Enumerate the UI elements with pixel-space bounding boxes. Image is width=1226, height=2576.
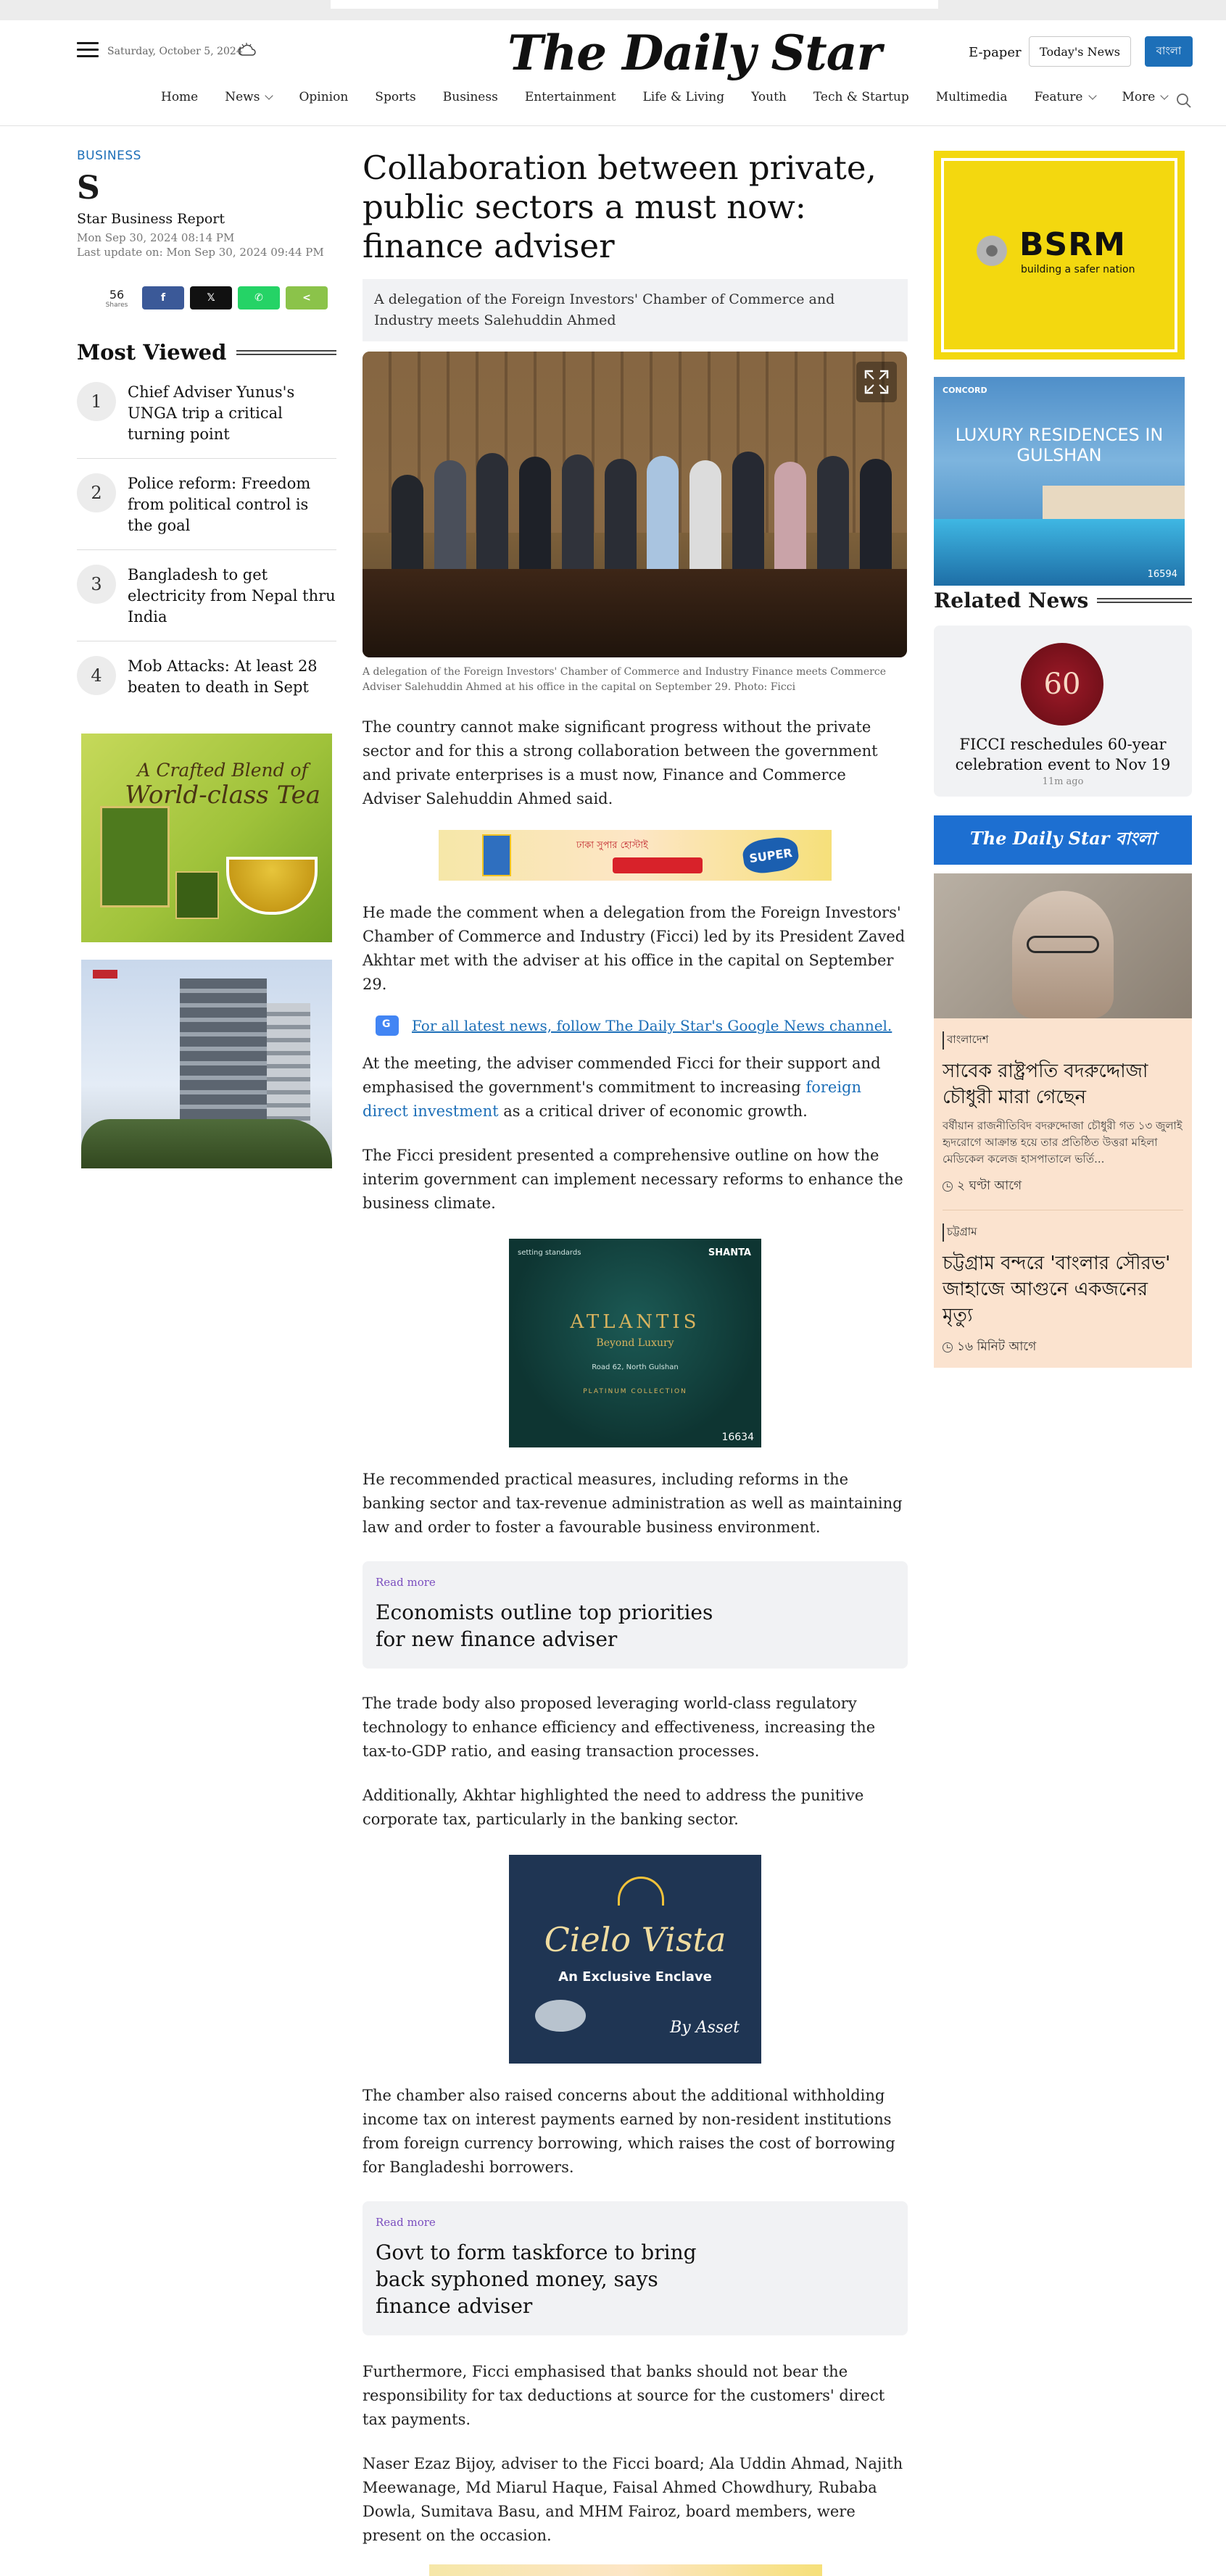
bangla-title[interactable]: চট্টগ্রাম বন্দরে 'বাংলার সৌরভ' জাহাজে আগুনে একজনের মৃত্যু — [943, 1252, 1171, 1326]
most-viewed-title-link[interactable]: Chief Adviser Yunus's UNGA trip a critical turning point — [128, 383, 295, 443]
article-paragraph: Additionally, Akhtar highlighted the need to address the punitive corporate tax, particularly in the banking sector. — [363, 1787, 864, 1828]
nav-feature-label: Feature — [1034, 90, 1083, 104]
facebook-share-button[interactable]: f — [142, 286, 184, 309]
bird-image — [535, 2000, 586, 2032]
nav-news[interactable] — [225, 90, 272, 104]
bottom-banner-ad[interactable] — [429, 2564, 822, 2576]
person-figure — [605, 459, 637, 583]
read-more-card[interactable] — [363, 1561, 908, 1669]
site-header — [0, 20, 1226, 126]
ad-brand-mark — [93, 970, 117, 979]
nav-more[interactable] — [1122, 90, 1168, 104]
nav-sports[interactable] — [375, 90, 415, 104]
google-news-promo[interactable] — [376, 1015, 908, 1036]
bangla-time — [943, 1337, 1183, 1358]
expand-icon[interactable] — [856, 362, 897, 402]
read-more-card[interactable] — [363, 2201, 908, 2335]
most-viewed-item[interactable] — [77, 379, 336, 459]
x-share-button[interactable]: 𝕏 — [190, 286, 232, 309]
cielo-by: By Asset — [670, 2019, 740, 2037]
main-nav — [161, 90, 1194, 104]
header-date: Saturday, October 5, 2024 — [107, 46, 243, 57]
most-viewed-title-link[interactable]: Bangladesh to get electricity from Nepal thru India — [128, 566, 336, 626]
person-figure — [392, 475, 423, 583]
nav-entertainment[interactable] — [525, 90, 616, 104]
clock-icon — [943, 1342, 953, 1353]
hero-photo[interactable] — [363, 352, 907, 657]
bangla-time-text: ২ ঘণ্টা আগে — [957, 1179, 1022, 1193]
related-news-card[interactable] — [934, 626, 1192, 797]
nav-entertainment-label: Entertainment — [524, 90, 616, 104]
fdi-link[interactable]: foreign direct investment — [363, 1079, 862, 1120]
most-viewed-item[interactable] — [77, 653, 336, 711]
bangla-button[interactable]: বাংলা — [1145, 36, 1193, 67]
tea-ad-title — [125, 760, 320, 810]
menu-icon[interactable] — [77, 42, 99, 59]
nav-business[interactable] — [443, 90, 498, 104]
person-figure — [647, 456, 679, 583]
article-headline: Collaboration between private, public sectors a must now: finance adviser — [363, 149, 877, 265]
inline-ad-pill — [613, 857, 703, 873]
bangla-category[interactable]: বাংলাদেশ — [943, 1031, 1183, 1050]
nav-life-living-label: Life & Living — [642, 90, 725, 104]
search-icon[interactable] — [1176, 93, 1192, 109]
nav-multimedia-label: Multimedia — [935, 90, 1008, 104]
person-figure — [732, 452, 764, 583]
top-ad-placeholder — [331, 0, 938, 9]
article-paragraph: Furthermore, Ficci emphasised that banks should not bear the responsibility for tax deductions at source for the customers' direct tax payments. — [363, 2363, 885, 2428]
cielo-name: Cielo Vista — [544, 1920, 726, 1959]
nav-home[interactable] — [161, 90, 198, 104]
bsrm-word: BSRM — [1019, 226, 1126, 263]
tea-cup-image — [226, 857, 318, 915]
cloud-icon — [238, 42, 257, 58]
chevron-down-icon — [265, 91, 273, 99]
most-viewed-list — [77, 379, 336, 711]
daily-star-bangla-banner[interactable]: The Daily Star বাংলা — [934, 815, 1192, 865]
most-viewed-rank: 1 — [77, 382, 116, 421]
article-paragraph: He made the comment when a delegation from the Foreign Investors' Chamber of Commerce and Industry (Ficci) led by its President Zaved Akhtar met with the adviser at his office in the capital on September 29. — [363, 904, 906, 993]
bsrm-logo-icon — [970, 230, 1014, 271]
bangla-time-text: ১৬ মিনিট আগে — [957, 1339, 1037, 1354]
article-paragraph: The chamber also raised concerns about the additional withholding income tax on interest payments earned by non-resident institutions from foreign currency borrowing, which raises the cost of borrowing for Bangladeshi borrowers. — [363, 2087, 895, 2176]
atlantis-advertisement[interactable] — [509, 1239, 761, 1447]
heading-rule — [236, 350, 336, 355]
nav-life-living[interactable] — [643, 90, 725, 104]
left-column — [77, 149, 336, 723]
paragraph-text: At the meeting, the adviser commended Ficci for their support and emphasised the government's commitment to increasing — [363, 1055, 881, 1096]
atlantis-tagline: setting standards — [518, 1249, 581, 1257]
clock-icon — [943, 1181, 953, 1192]
most-viewed-rank: 3 — [77, 565, 116, 604]
atlantis-brand: SHANTA — [708, 1247, 751, 1258]
article-paragraph: The country cannot make significant progress without the private sector and for this a strong collaboration between the government and private enterprises is a must now, Finance and Commerce Adviser Salehuddin Ahmed said. — [363, 718, 878, 807]
luxury-brand: CONCORD — [943, 386, 987, 395]
bsrm-tagline: building a safer nation — [1021, 264, 1135, 275]
person-figure — [689, 460, 721, 583]
nav-news-label: News — [225, 90, 260, 104]
person-figure — [774, 462, 806, 583]
tea-box-image — [100, 806, 170, 907]
nav-opinion[interactable] — [299, 90, 348, 104]
real-estate-advertisement[interactable] — [81, 960, 332, 1168]
whatsapp-share-button[interactable]: ✆ — [238, 286, 280, 309]
bsrm-advertisement[interactable] — [934, 151, 1185, 360]
cielo-vista-advertisement[interactable] — [509, 1855, 761, 2064]
nav-sports-label: Sports — [375, 90, 416, 104]
share-count-number: 56 — [109, 287, 125, 302]
nav-business-label: Business — [442, 90, 498, 104]
paragraph-text: as a critical driver of economic growth. — [498, 1102, 808, 1120]
person-figure — [860, 459, 892, 583]
photo-table — [363, 569, 907, 657]
most-viewed-rank: 2 — [77, 473, 116, 512]
read-more-title[interactable]: Govt to form taskforce to bring back syphoned money, says finance adviser — [376, 2240, 697, 2318]
portrait-glasses — [1027, 936, 1099, 953]
luxury-headline: LUXURY RESIDENCES IN GULSHAN — [955, 425, 1164, 465]
published-time: Mon Sep 30, 2024 08:14 PM — [77, 231, 235, 244]
top-ad-strip — [0, 0, 1226, 20]
nav-more-label: More — [1122, 90, 1156, 104]
person-figure — [476, 453, 508, 583]
nav-home-label: Home — [161, 90, 199, 104]
inline-ad-brand: SUPER — [741, 835, 800, 876]
nav-youth[interactable] — [751, 90, 787, 104]
related-news-heading — [934, 586, 1192, 612]
most-viewed-title-link[interactable]: Mob Attacks: At least 28 beaten to death in Sept — [128, 657, 318, 696]
bangla-news-item[interactable] — [943, 1210, 1183, 1371]
atlantis-collection: PLATINUM COLLECTION — [583, 1388, 687, 1395]
atlantis-name: ATLANTIS — [570, 1311, 700, 1333]
share-count-label: Shares — [105, 301, 128, 309]
right-column — [934, 151, 1192, 1368]
person-figure — [519, 457, 551, 583]
person-figure — [562, 454, 594, 583]
share-count — [97, 288, 136, 309]
related-news-item-title[interactable]: FICCI reschedules 60-year celebration event to Nov 19 — [955, 736, 1171, 773]
most-viewed-title: Most Viewed — [77, 340, 227, 365]
epaper-link[interactable]: E-paper — [969, 45, 1022, 60]
most-viewed-title-link[interactable]: Police reform: Freedom from political control is the goal — [128, 475, 311, 534]
nav-multimedia[interactable] — [936, 90, 1008, 104]
related-news-title: Related News — [934, 589, 1089, 612]
atlantis-address: Road 62, North Gulshan — [592, 1363, 679, 1371]
share-icon[interactable]: < — [286, 286, 328, 309]
bangla-news-photo[interactable] — [934, 873, 1192, 1018]
bangla-category[interactable]: চট্টগ্রাম — [943, 1223, 1183, 1242]
read-more-label: Read more — [376, 1576, 436, 1589]
todays-news-button[interactable]: Today's News — [1029, 36, 1131, 67]
photo-caption: A delegation of the Foreign Investors' Chamber of Commerce and Industry Finance meets Commerce Adviser Salehuddin Ahmed at his office in the capital on September 29. Photo: Ficci — [363, 666, 886, 693]
inline-ad-text: ঢাকা সুপার হোস্টাই — [576, 840, 648, 851]
most-viewed-item[interactable] — [77, 562, 336, 641]
nav-feature[interactable] — [1034, 90, 1095, 104]
bangla-summary: বর্ষীয়ান রাজনীতিবিদ বদরুদ্দোজা চৌধুরী গত ১৩ জুলাই হৃদরোগে আক্রান্ত হয়ে তার প্রতিষ্ঠিত উত্তরা মহিলা মেডিকেল কলেজ হাসপাতালে ভর্তি... — [943, 1119, 1182, 1166]
most-viewed-rank: 4 — [77, 656, 116, 695]
bangla-news-list — [934, 1018, 1192, 1368]
article-paragraph: He recommended practical measures, including reforms in the banking sector and tax-revenue administration as well as maintaining law and order to foster a favourable business environment. — [363, 1471, 903, 1536]
product-pack-image — [482, 834, 511, 876]
author-name[interactable]: Star Business Report — [77, 211, 225, 227]
tea-ad-line1: A Crafted Blend of — [137, 760, 308, 781]
trees-image — [81, 1119, 332, 1168]
updated-time: Last update on: Mon Sep 30, 2024 09:44 PM — [77, 246, 324, 259]
google-news-link[interactable]: For all latest news, follow The Daily Star's Google News channel. — [412, 1017, 892, 1034]
photo-people — [392, 431, 892, 583]
article-subhead: A delegation of the Foreign Investors' Chamber of Commerce and Industry meets Salehuddin Ahmed — [363, 279, 908, 341]
related-news-time: 11m ago — [1042, 776, 1084, 787]
luxury-residence-advertisement[interactable] — [934, 377, 1185, 586]
most-viewed-item[interactable] — [77, 470, 336, 550]
article-paragraph — [363, 1052, 908, 1123]
article-paragraph: Naser Ezaz Bijoy, adviser to the Ficci board; Ala Uddin Ahmad, Najith Meewanage, Md Miarul Haque, Faisal Ahmed Chowdhury, Rubaba Dowla, Sumitava Basu, and MHM Fairoz, board members, were present on the occasion. — [363, 2455, 903, 2544]
article-paragraph: The trade body also proposed leveraging world-class regulatory technology to enhance efficiency and effectiveness, increasing the tax-to-GDP ratio, and easing transaction processes. — [363, 1695, 876, 1760]
person-figure — [434, 460, 466, 583]
nav-tech-startup[interactable] — [813, 90, 909, 104]
google-news-icon — [376, 1015, 399, 1036]
portrait-image — [1012, 891, 1114, 1018]
cielo-sub: An Exclusive Enclave — [558, 1969, 712, 1985]
article-paragraph: The Ficci president presented a comprehensive outline on how the interim government can implement necessary reforms to enhance the business climate. — [363, 1147, 903, 1212]
tea-ad-line2: World-class Tea — [125, 781, 320, 810]
sun-logo-icon — [618, 1877, 664, 1906]
nav-youth-label: Youth — [751, 90, 787, 104]
most-viewed-heading — [77, 340, 336, 365]
bangla-time — [943, 1176, 1183, 1197]
atlantis-sub: Beyond Luxury — [596, 1337, 674, 1349]
read-more-label: Read more — [376, 2216, 436, 2229]
chevron-down-icon — [1088, 91, 1096, 99]
heading-rule — [1097, 598, 1192, 603]
read-more-title[interactable]: Economists outline top priorities for new finance adviser — [376, 1600, 713, 1651]
share-bar — [97, 286, 336, 309]
related-news-thumbnail: 60 — [1021, 643, 1103, 726]
tea-advertisement[interactable] — [81, 734, 332, 942]
atlantis-phone: 16634 — [721, 1432, 754, 1443]
site-logo[interactable]: The Daily Star — [508, 25, 882, 81]
inline-banner-ad[interactable] — [439, 830, 832, 881]
section-tag[interactable]: BUSINESS — [77, 149, 141, 163]
person-figure — [817, 456, 849, 583]
bangla-title[interactable]: সাবেক রাষ্ট্রপতি বদরুদ্দোজা চৌধুরী মারা গেছেন — [943, 1060, 1148, 1108]
tea-packet-image — [175, 871, 219, 919]
nav-opinion-label: Opinion — [299, 90, 349, 104]
bangla-news-item[interactable] — [943, 1031, 1183, 1210]
author-logo: S — [77, 170, 100, 207]
chevron-down-icon — [1161, 91, 1169, 99]
luxury-phone: 16594 — [1147, 569, 1177, 580]
nav-tech-startup-label: Tech & Startup — [813, 90, 909, 104]
article — [363, 149, 908, 2548]
